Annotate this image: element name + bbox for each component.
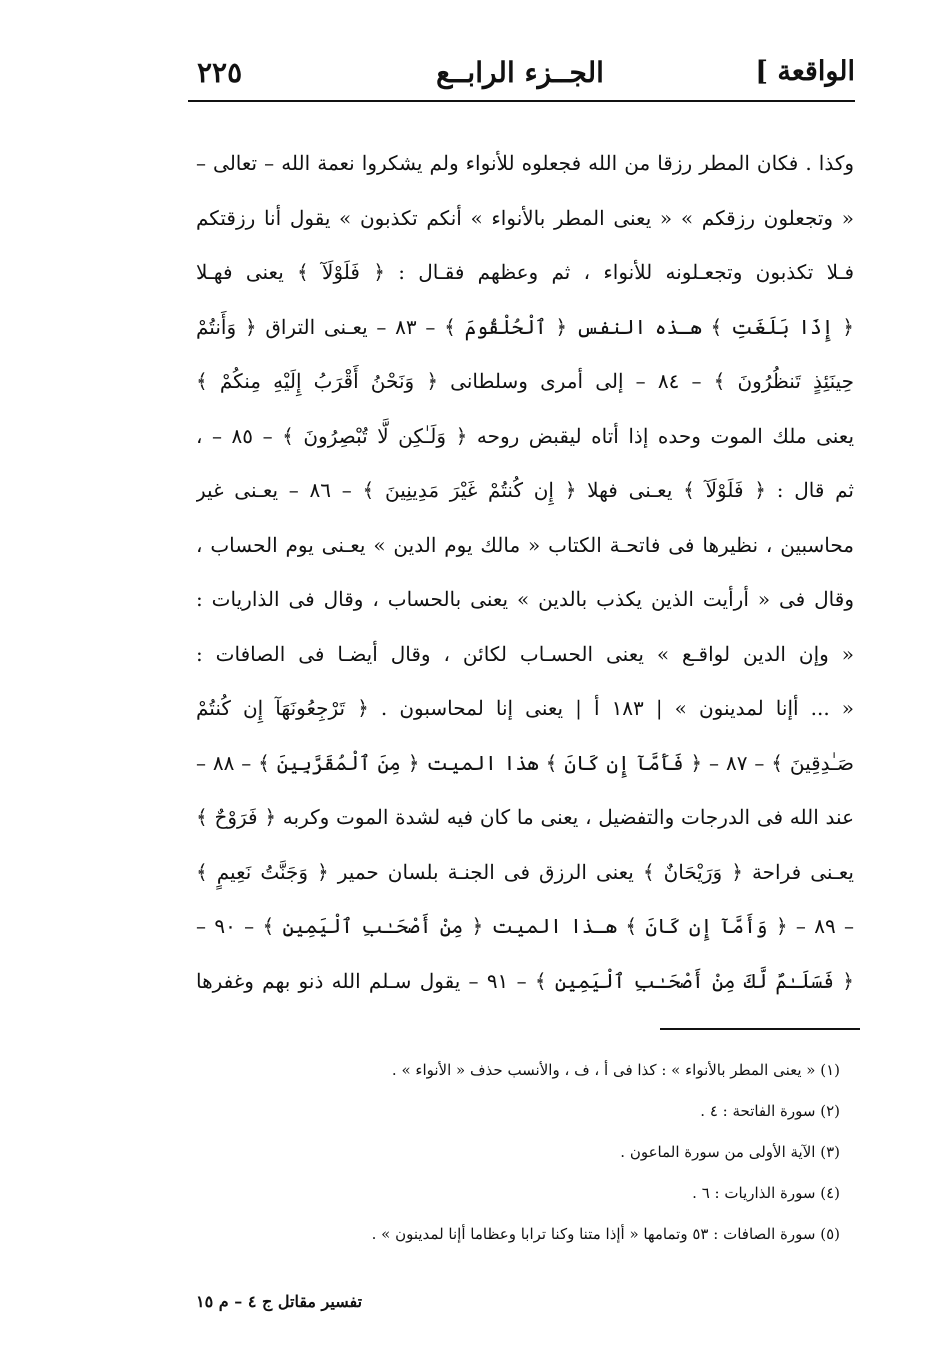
- part-title: الجــزء الرابــع: [436, 56, 604, 89]
- page-number: ٢٢٥: [197, 56, 243, 89]
- footnote: (٣) الآية الأولى من سورة الماعون .: [620, 1143, 840, 1161]
- header-rule: [188, 100, 855, 102]
- body-line: « وتجعلون رزقكم » « يعنى المطر بالأنواء » أنكم تكذبون » يقول أنا رزقتكم: [196, 205, 854, 230]
- body-line: « ... أإنا لمدينون » | ١٨٣ أ | يعنى إنا لمحاسبون . ﴿ تَرْجِعُونَهَآ إِن كُنتُمْ: [196, 696, 854, 720]
- body-line: ﴿ فَسَلَـٰمٌ لَّكَ مِنْ أَصْحَـٰبِ ٱلْيَمِينِ ﴾ – ٩١ – يقول سـلم الله ذنو بهم وغفرها: [196, 968, 854, 993]
- body-line: – ٨٩ – ﴿ وَأَمَّآ إِن كَانَ ﴾ هـذا الميت ﴿ مِنْ أَصْحَـٰبِ ٱلْيَمِينِ ﴾ – ٩٠ –: [196, 914, 854, 938]
- body-line: حِينَئِذٍ تَنظُرُونَ ﴾ – ٨٤ – إلى أمرى وسلطانى ﴿ وَنَحْنُ أَقْرَبُ إِلَيْهِ مِنكُمْ ﴾: [196, 369, 854, 393]
- footnote: (١) « يعنى المطر بالأنواء » : كذا فى أ ، ف ، والأنسب حذف « الأنواء » .: [391, 1061, 840, 1079]
- body-line: يعـنى فراحة ﴿ وَرَيْحَانٌ ﴾ يعنى الرزق فى الجنـة بلسان حمير ﴿ وَجَنَّتُ نَعِيمٍ ﴾: [196, 859, 854, 884]
- printer-signature: تفسير مقاتل ج ٤ – م ١٥: [196, 1292, 363, 1311]
- body-line: وكذا . فكان المطر رزقا من الله فجعلوه للأنواء ولم يشكروا نعمة الله – تعالى –: [196, 151, 854, 175]
- footnote-rule: [660, 1028, 860, 1030]
- footnote: (٥) سورة الصافات : ٥٣ وتمامها « أإذا متنا وكنا ترابا وعظاما أإنا لمدينون » .: [371, 1225, 840, 1243]
- page-header: [185, 52, 855, 98]
- body-line: وقال فى « أرأيت الذين يكذب بالدين » يعنى بالحساب ، وقال فى الذاريات :: [196, 587, 854, 611]
- body-line: عند الله فى الدرجات والتفضيل ، يعنى ما كان فيه لشدة الموت وكربه ﴿ فَرَوْحٌ ﴾: [196, 805, 854, 829]
- body-line: ثم قال : ﴿ فَلَوْلَآ ﴾ يعـنى فهلا ﴿ إِن كُنتُمْ غَيْرَ مَدِينِينَ ﴾ – ٨٦ – يعـنى غير: [196, 478, 854, 502]
- body-line: ﴿ إِذَا بَلَغَتِ ﴾ هـذه النفس ﴿ ٱلْحُلْقُومَ ﴾ – ٨٣ – يعـنى التراق ﴿ وَأَنتُمْ: [196, 314, 854, 339]
- body-text: [196, 136, 854, 1008]
- surah-title: الواقعة ]: [755, 56, 855, 87]
- body-line: يعنى ملك الموت وحده إذا أتاه ليقبض روحه ﴿ وَلَـٰكِن لَّا تُبْصِرُونَ ﴾ – ٨٥ – ،: [196, 423, 854, 448]
- footnote: (٤) سورة الذاريات : ٦ .: [692, 1184, 840, 1202]
- footnote: (٢) سورة الفاتحة : ٤ .: [700, 1102, 840, 1120]
- body-line: « وإن الدين لواقـع » يعنى الحسـاب لكائن ، وقال أيضـا فى الصافات :: [196, 641, 854, 666]
- body-line: محاسبين ، نظيرها فى فاتحـة الكتاب « مالك يوم الدين » يعـنى يوم الحساب ،: [196, 532, 854, 557]
- body-line: صَـٰدِقِينَ ﴾ – ٨٧ – ﴿ فَأَمَّآ إِن كَانَ ﴾ هذا الميت ﴿ مِنَ ٱلْمُقَرَّبِينَ ﴾ – ٨٨ –: [196, 750, 854, 775]
- footnotes: [200, 1050, 840, 1255]
- body-line: فـلا تكذبون وتجعـلونه للأنواء ، ثم وعظهم فقـال : ﴿ فَلَوْلَآ ﴾ يعنى فهـلا: [196, 260, 854, 284]
